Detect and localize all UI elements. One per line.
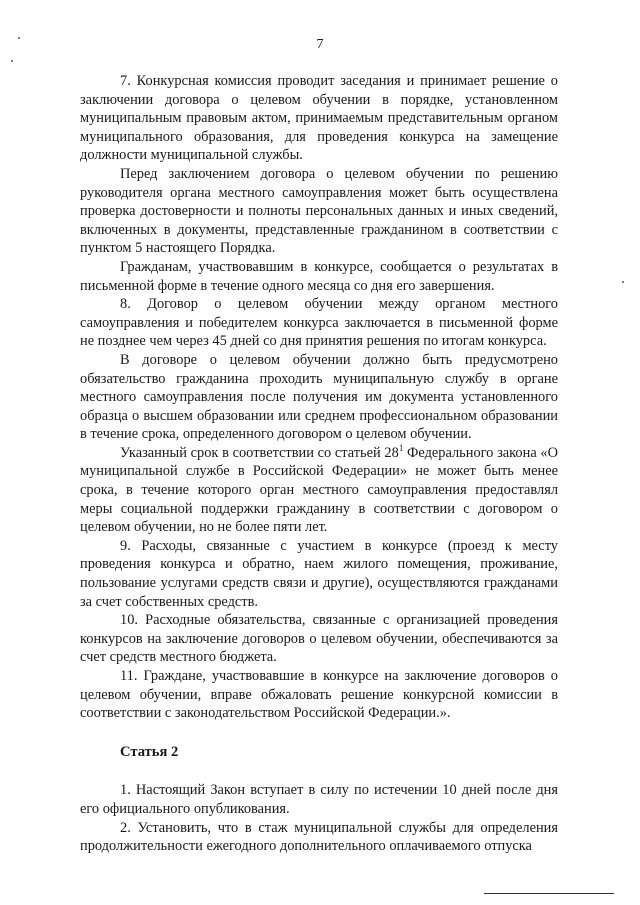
article-heading: Статья 2	[120, 743, 179, 760]
paragraph-verification: Перед заключением договора о целевом обучении по решению руководителя органа местного самоуправления может быть осуществлена проверка достоверности и полноты персональных данных и иных сведений, включенных в документы, представленные гражданином в соответствии с пунктом 5 настоящего Порядка.	[80, 165, 558, 257]
document-body	[80, 72, 558, 856]
paragraph-11: 11. Граждане, участвовавшие в конкурсе на заключение договоров о целевом обучении, вправе обжаловать решение конкурсной комиссии в соответствии с законодательством Российской Федерации.».	[80, 668, 558, 722]
paragraph-contract-obligation: В договоре о целевом обучении должно быть предусмотрено обязательство гражданина проходить муниципальную службу в органе местного самоуправления после получения им документа установленного образца о высшем образовании или среднем профессиональном образовании в течение срока, определенного договором о целевом обучении.	[80, 351, 558, 443]
scan-speck	[622, 281, 624, 283]
paragraph-term	[80, 444, 558, 537]
paragraph-term-start: Указанный срок в соответствии со статьей 28	[120, 444, 399, 461]
paragraph-notification: Гражданам, участвовавшим в конкурсе, сообщается о результатах в письменной форме в течение одного месяца со дня его завершения.	[80, 258, 558, 294]
article-paragraph-2: 2. Установить, что в стаж муниципальной службы для определения продолжительности ежегодного дополнительного оплачиваемого отпуска	[80, 819, 558, 855]
scan-speck	[11, 60, 13, 62]
page-number: 7	[316, 37, 324, 52]
paragraph-9: 9. Расходы, связанные с участием в конкурсе (проезд к месту проведения конкурса и обратно, наем жилого помещения, проживание, пользование услугами средств связи и другие), осуществляются гражданами за счет собственных средств.	[80, 537, 558, 610]
paragraph-8: 8. Договор о целевом обучении между органом местного самоуправления и победителем конкурса заключается в письменной форме не позднее чем через 45 дней со дня принятия решения по итогам конкурса.	[80, 296, 558, 350]
scan-speck	[18, 37, 20, 39]
paragraph-7: 7. Конкурсная комиссия проводит заседания и принимает решение о заключении договора о целевом обучении в порядке, установленном муниципальным правовым актом, принимаемым представительным органом муниципального образования, для проведения конкурса на замещение должности муниципальной службы.	[80, 73, 558, 164]
article-paragraph-1: 1. Настоящий Закон вступает в силу по истечении 10 дней после дня его официального опубликования.	[80, 782, 558, 817]
paragraph-10: 10. Расходные обязательства, связанные с организацией проведения конкурсов на заключение договоров о целевом обучении, обеспечиваются за счет средств местного бюджета.	[80, 612, 558, 666]
paragraph-term-end: Федерального закона «О муниципальной службе в Российской Федерации» не может быть менее срока, в течение которого орган местного самоуправления предоставлял меры социальной поддержки гражданину в соответствии с договором о целевом обучении, но не более пяти лет.	[80, 444, 558, 536]
bottom-rule	[484, 893, 614, 894]
article-superscript: 1	[398, 443, 404, 454]
